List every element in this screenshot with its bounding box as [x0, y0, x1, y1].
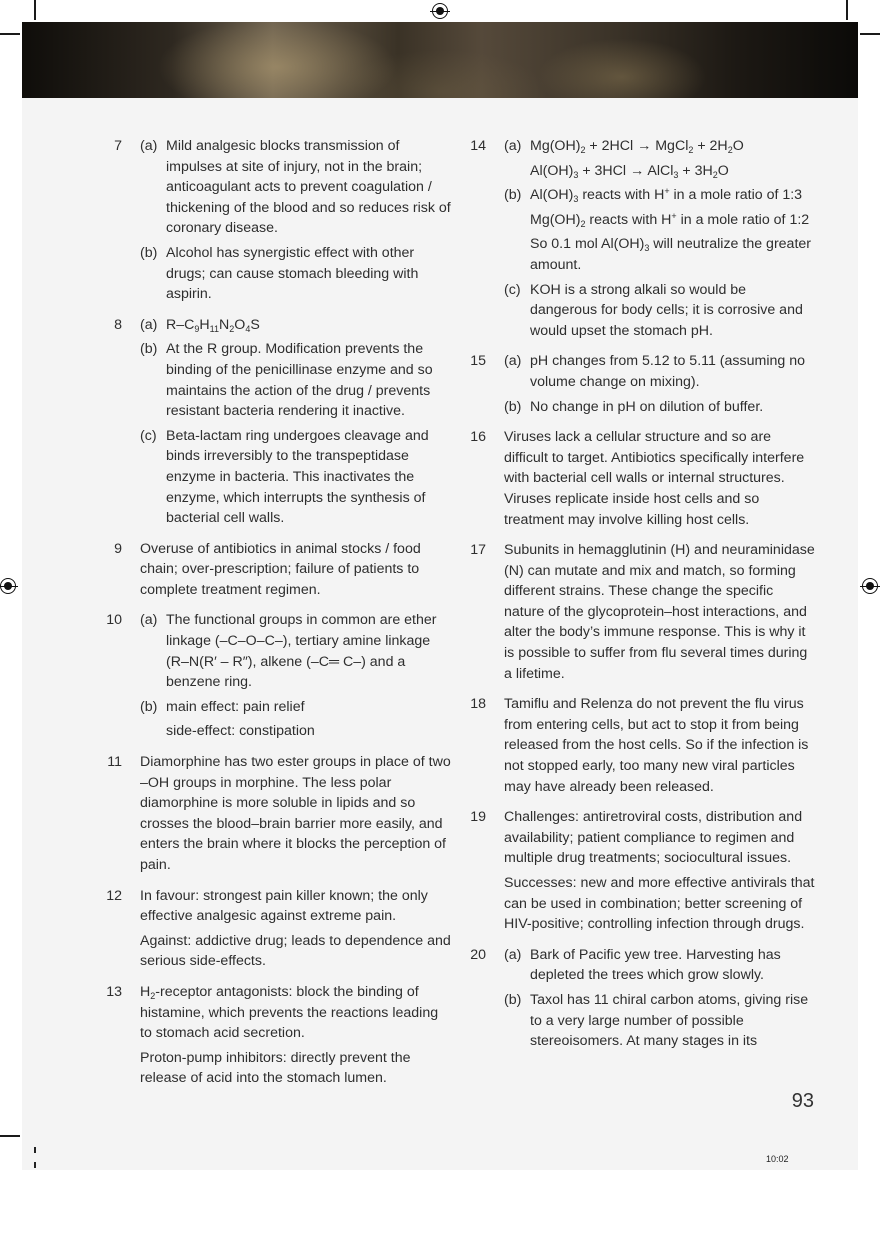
crop-mark: [846, 0, 848, 20]
answer-11: [98, 752, 453, 876]
answer-part-a: [504, 136, 817, 181]
answer-part-b: [140, 243, 453, 305]
part-label: (b): [140, 244, 158, 261]
part-label: (c): [504, 281, 521, 298]
question-number: 10: [106, 612, 122, 629]
answer-text: Taxol has 11 chiral carbon atoms, giving rise to a very large number of possible stereoisomers. At many stages in its: [530, 991, 809, 1050]
crop-mark: [34, 0, 36, 20]
answer-part-b: [140, 697, 453, 742]
registration-mark-icon: [862, 578, 878, 594]
crop-tick: [34, 1162, 36, 1168]
answer-part-b: [504, 397, 817, 418]
right-column: [462, 136, 817, 1062]
part-label: (b): [140, 698, 158, 715]
part-label: (c): [140, 427, 157, 444]
answer-text: No change in pH on dilution of buffer.: [530, 398, 764, 415]
answer-text: In favour: strongest pain killer known; the only effective analgesic against extreme pain.: [140, 887, 428, 925]
answer-text: KOH is a strong alkali so would be dangerous for body cells; it is corrosive and would upset the stomach pH.: [530, 281, 803, 339]
answer-part-a: [140, 136, 453, 239]
answer-20: [462, 945, 817, 1052]
answer-7: [98, 136, 453, 305]
chemical-equation: $Mg(OH)_2 + 2HCl$ → MgCl$_2$ + $2H_2O$: [530, 138, 744, 155]
chemical-equation: $Al(OH)_3 + 3HCl$ → AlCl$_3$ + $3H_2O$: [530, 162, 729, 180]
part-label: (b): [504, 398, 522, 415]
answer-text: Beta-lactam ring undergoes cleavage and binds irreversibly to the transpeptidase enzyme in bacteria. This inactivates the enzyme, which interrupts the synthesis of bacterial cell walls.: [166, 427, 429, 527]
answer-text: pH changes from 5.12 to 5.11 (assuming no volume change on mixing).: [530, 353, 805, 390]
answer-text: Challenges: antiretroviral costs, distribution and availability; patient compliance to regimen and multiple drug treatments; sociocultural issues.: [504, 809, 803, 867]
question-number: 11: [107, 754, 122, 771]
answer-text: Against: addictive drug; leads to dependence and serious side-effects.: [140, 932, 451, 970]
question-number: 16: [470, 429, 486, 446]
question-number: 15: [470, 353, 486, 370]
registration-mark-icon: [432, 3, 448, 19]
answer-text: side-effect: constipation: [166, 723, 315, 740]
left-column: [98, 136, 453, 1099]
part-label: (a): [504, 138, 522, 154]
question-number: 20: [470, 946, 486, 963]
answer-part-b: [504, 990, 817, 1052]
question-number: 17: [470, 542, 486, 559]
answer-14: [462, 136, 817, 341]
answer-text: $H_2$-receptor antagonists: block the binding of histamine, which prevents the reactions leading to stomach acid secretion.: [140, 983, 439, 1042]
answer-part-a: [504, 945, 817, 986]
question-number: 9: [114, 540, 122, 557]
crop-mark: [860, 33, 880, 35]
registration-mark-icon: [0, 578, 16, 594]
answer-15: [462, 351, 817, 417]
part-label: (b): [140, 341, 158, 358]
answer-17: [462, 540, 817, 684]
answer-text: Viruses lack a cellular structure and so are difficult to target. Antibiotics specifically interfere with bacterial cell walls or internal structures. Viruses replicate inside host cells and so treatment may involve killing host cells.: [504, 429, 805, 528]
part-label: (a): [140, 316, 158, 333]
answer-8: [98, 315, 453, 529]
page-number: 93: [791, 1090, 814, 1112]
answer-text: Tamiflu and Relenza do not prevent the flu virus from entering cells, but act to stop it from being released from the host cells. So if the infection is not stopped early, too many new viral particles may have already been released.: [504, 696, 809, 795]
answer-text: Alcohol has synergistic effect with other drugs; can cause stomach bleeding with aspirin.: [166, 244, 419, 303]
answer-10: [98, 610, 453, 742]
answer-part-a: [140, 610, 453, 692]
answer-text: At the R group. Modification prevents the binding of the penicillinase enzyme and so maintains the action of the drug / prevents resistant bacteria rendering it inactive.: [166, 341, 433, 420]
part-label: (b): [504, 187, 522, 204]
answer-part-b: [140, 339, 453, 421]
answer-text: Diamorphine has two ester groups in place of two –OH groups in morphine. The less polar diamorphine is more soluble in lipids and so crosses the blood–brain barrier more easily, and enters the brain where it blocks the perception of pain.: [140, 754, 451, 873]
question-number: 7: [114, 138, 122, 154]
question-number: 18: [470, 696, 486, 713]
question-number: 14: [470, 138, 486, 154]
answer-19: [462, 807, 817, 935]
answer-13: [98, 982, 453, 1089]
part-label: (b): [504, 991, 522, 1008]
question-number: 8: [114, 316, 122, 333]
answer-text: Subunits in hemagglutinin (H) and neuraminidase (N) can mutate and mix and match, so forming different strains. These change the specific nature of the glycoprotein–host interactions, and alter the body’s immune response. This is why it is possible to suffer from flu several times during a lifetime.: [504, 542, 815, 682]
answer-part-b: [504, 185, 817, 275]
crop-mark: [0, 33, 20, 35]
answer-text: $Mg(OH)_2$ reacts with H+ in a mole ratio of 1:2: [530, 210, 810, 229]
answer-text: The functional groups in common are ether linkage (–C–O–C–), tertiary amine linkage (R–N(R′ – R″), alkene (–C═ C–) and a benzene ring.: [166, 612, 437, 691]
answer-part-a: [140, 315, 453, 336]
answer-text: Proton-pump inhibitors: directly prevent the release of acid into the stomach lumen.: [140, 1049, 411, 1087]
answer-16: [462, 427, 817, 530]
answer-18: [462, 694, 817, 797]
answer-text: main effect: pain relief: [166, 698, 305, 715]
part-label: (a): [140, 612, 158, 629]
answer-9: [98, 539, 453, 601]
question-number: 13: [106, 983, 122, 1000]
part-label: (a): [504, 353, 522, 370]
answer-text: Mild analgesic blocks transmission of impulses at site of injury, not in the brain; anticoagulant acts to prevent coagulation / thickening of the blood and so reduces risk of coronary disease.: [166, 138, 451, 237]
answer-text: Successes: new and more effective antivirals that can be used in combination; better screening of HIV-positive; controlling infection through drugs.: [504, 875, 815, 933]
answer-text: $Al(OH)_3$ reacts with H+ in a mole ratio of 1:3: [530, 186, 803, 205]
question-number: 12: [106, 887, 122, 904]
part-label: (a): [140, 138, 158, 154]
header-banner-image: [22, 22, 858, 98]
chemical-formula: $R-C_9H_{11}N_2O_4S$: [166, 316, 260, 334]
footer-timestamp: 10:02: [766, 1154, 789, 1164]
answer-text: Bark of Pacific yew tree. Harvesting has depleted the trees which grow slowly.: [530, 946, 781, 984]
part-label: (a): [504, 946, 522, 963]
crop-tick: [34, 1147, 36, 1153]
answer-part-a: [504, 351, 817, 392]
answer-text: Overuse of antibiotics in animal stocks / food chain; over-prescription; failure of patients to complete treatment regimen.: [140, 540, 421, 598]
answer-12: [98, 886, 453, 972]
crop-mark: [0, 1135, 20, 1137]
answer-text: So 0.1 mol $Al(OH)_3$ will neutralize the greater amount.: [530, 236, 812, 273]
answer-part-c: [504, 280, 817, 342]
answer-part-c: [140, 426, 453, 529]
question-number: 19: [470, 809, 486, 826]
